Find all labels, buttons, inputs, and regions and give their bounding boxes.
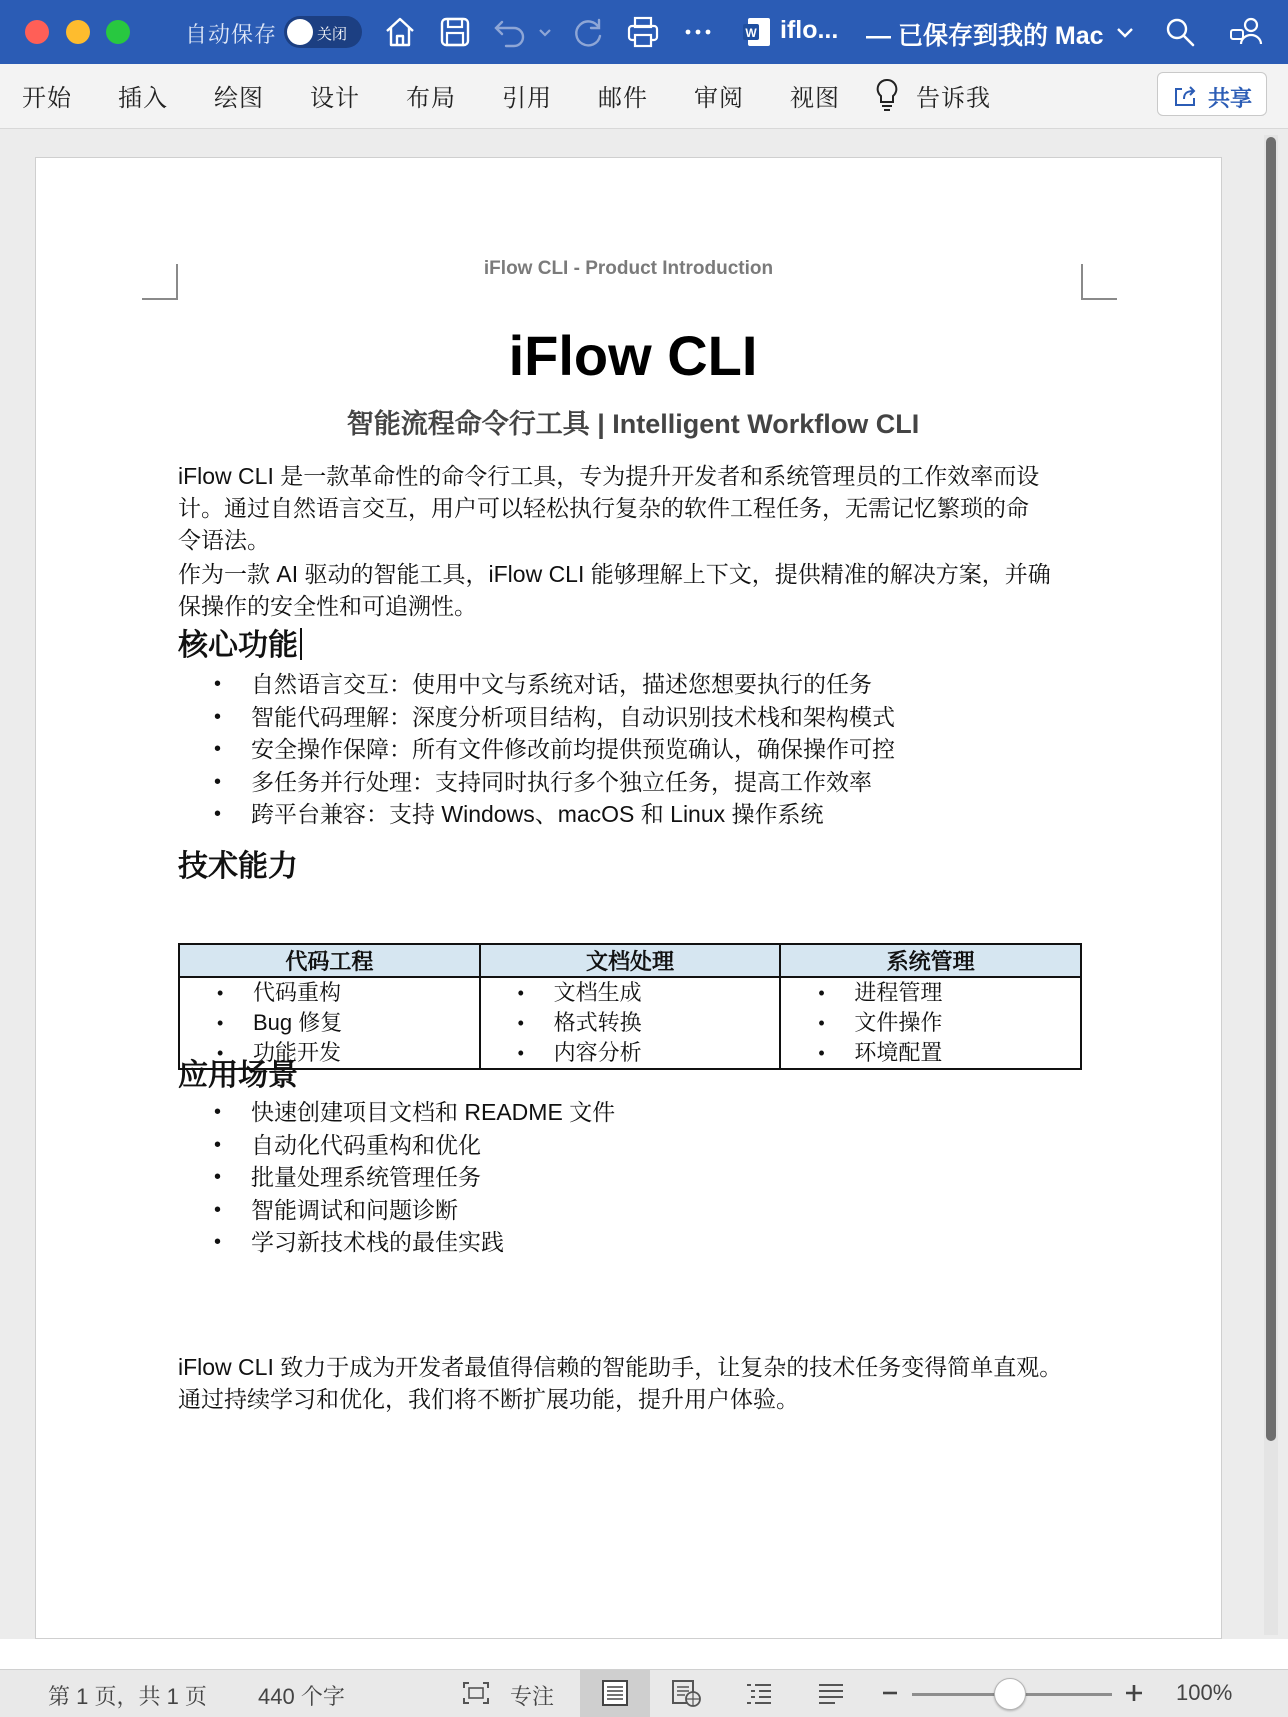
heading-text: 核心功能	[178, 629, 298, 662]
list-item[interactable]: • 自动化代码重构和优化	[178, 1129, 1088, 1162]
running-header[interactable]: iFlow CLI - Product Introduction	[483, 258, 774, 279]
web-layout-icon[interactable]	[670, 1678, 702, 1708]
close-window-button[interactable]	[25, 20, 49, 44]
list-item[interactable]: • 文件操作	[781, 1008, 1080, 1038]
word-document-icon	[742, 16, 772, 48]
status-bar	[0, 1669, 1288, 1717]
draft-view-icon[interactable]	[815, 1678, 847, 1708]
cell-list	[481, 978, 780, 1068]
tab-home[interactable]: 开始	[22, 85, 72, 112]
list-item[interactable]: • 环境配置	[781, 1038, 1080, 1068]
list-item[interactable]: • 安全操作保障：所有文件修改前均提供预览确认，确保操作可控	[178, 733, 1088, 766]
cell-list	[781, 978, 1080, 1068]
text-line: 保操作的安全性和可追溯性。	[178, 593, 477, 619]
tab-view[interactable]: 视图	[790, 85, 840, 112]
document-subtitle[interactable]: 智能流程命令行工具 | Intelligent Workflow CLI	[346, 409, 920, 439]
tab-mailings[interactable]: 邮件	[598, 85, 648, 112]
focus-icon[interactable]	[460, 1678, 492, 1708]
table-cell[interactable]	[780, 977, 1081, 1069]
table-header[interactable]: 系统管理	[780, 944, 1081, 977]
text-line: iFlow CLI 致力于成为开发者最值得信赖的智能助手，让复杂的技术任务变得简单直观。	[178, 1354, 1063, 1380]
usage-scenarios-list	[178, 1096, 1088, 1259]
save-icon[interactable]	[437, 14, 473, 50]
search-icon[interactable]	[1162, 14, 1198, 50]
undo-icon[interactable]	[492, 14, 528, 50]
save-status[interactable]: — 已保存到我的 Mac	[866, 22, 1104, 50]
list-item[interactable]: • 多任务并行处理：支持同时执行多个独立任务，提高工作效率	[178, 766, 1088, 799]
home-icon[interactable]	[382, 14, 418, 50]
autosave-state: 关闭	[317, 26, 348, 43]
zoom-slider-thumb[interactable]	[994, 1678, 1026, 1710]
list-item[interactable]: • Bug 修复	[180, 1008, 479, 1038]
tab-draw[interactable]: 绘图	[214, 85, 264, 112]
share-icon	[1172, 83, 1198, 107]
text-line: 计。通过自然语言交互，用户可以轻松执行复杂的软件工程任务，无需记忆繁琐的命	[178, 495, 1029, 521]
tab-review[interactable]: 审阅	[694, 85, 744, 112]
text-cursor	[300, 628, 302, 660]
outline-view-icon[interactable]	[743, 1678, 775, 1708]
page-count[interactable]: 第 1 页，共 1 页	[48, 1684, 207, 1709]
document-title[interactable]: iflo...	[780, 16, 839, 44]
title-bar	[0, 0, 1288, 64]
list-item[interactable]: • 内容分析	[481, 1038, 780, 1068]
scrollbar-thumb[interactable]	[1266, 137, 1276, 1441]
zoom-window-button[interactable]	[106, 20, 130, 44]
intro-paragraph-1[interactable]	[178, 460, 1088, 556]
tell-me-search[interactable]: 告诉我	[916, 85, 991, 112]
document-canvas	[0, 129, 1288, 1639]
section-heading-usage[interactable]: 应用场景	[178, 1059, 298, 1092]
lightbulb-icon[interactable]	[873, 76, 901, 114]
list-item[interactable]: • 学习新技术栈的最佳实践	[178, 1226, 1088, 1259]
tab-design[interactable]: 设计	[310, 85, 360, 112]
intro-paragraph-2[interactable]	[178, 558, 1088, 622]
list-item[interactable]: • 自然语言交互：使用中文与系统对话，描述您想要执行的任务	[178, 668, 1088, 701]
table-header-row	[179, 944, 1081, 977]
table-cell[interactable]	[480, 977, 781, 1069]
tab-insert[interactable]: 插入	[118, 85, 168, 112]
document-page[interactable]	[35, 157, 1222, 1639]
zoom-in-icon[interactable]	[1118, 1678, 1150, 1708]
more-icon[interactable]	[680, 14, 716, 50]
print-layout-icon	[599, 1678, 631, 1708]
core-features-list	[178, 668, 1088, 831]
minimize-window-button[interactable]	[66, 20, 90, 44]
table-row	[179, 977, 1081, 1069]
autosave-toggle[interactable]	[284, 16, 362, 48]
text-line: 令语法。	[178, 527, 270, 553]
zoom-level[interactable]: 100%	[1176, 1680, 1233, 1705]
text-line: 通过持续学习和优化，我们将不断扩展功能，提升用户体验。	[178, 1386, 799, 1412]
closing-paragraph[interactable]	[178, 1351, 1118, 1415]
share-people-icon[interactable]	[1228, 14, 1264, 50]
chevron-down-icon[interactable]	[1113, 18, 1137, 46]
autosave-label: 自动保存	[185, 22, 278, 47]
section-heading-core[interactable]	[178, 620, 302, 664]
list-item[interactable]: • 跨平台兼容：支持 Windows、macOS 和 Linux 操作系统	[178, 798, 1088, 831]
word-count[interactable]: 440 个字	[258, 1684, 345, 1709]
list-item[interactable]: • 智能代码理解：深度分析项目结构，自动识别技术栈和架构模式	[178, 701, 1088, 734]
list-item[interactable]: • 批量处理系统管理任务	[178, 1161, 1088, 1194]
zoom-out-icon[interactable]	[874, 1678, 906, 1708]
text-line: 作为一款 AI 驱动的智能工具，iFlow CLI 能够理解上下文，提供精准的解决方案，并确	[178, 561, 1051, 587]
list-item[interactable]: • 进程管理	[781, 978, 1080, 1008]
undo-dropdown-icon[interactable]	[535, 14, 555, 50]
document-heading[interactable]: iFlow CLI	[508, 324, 758, 387]
tab-references[interactable]: 引用	[502, 85, 552, 112]
redo-icon[interactable]	[570, 14, 606, 50]
print-icon[interactable]	[625, 14, 661, 50]
list-item[interactable]: • 快速创建项目文档和 README 文件	[178, 1096, 1088, 1129]
text-line: iFlow CLI 是一款革命性的命令行工具，专为提升开发者和系统管理员的工作效率而设	[178, 463, 1040, 489]
section-heading-tech[interactable]: 技术能力	[178, 850, 298, 883]
list-item[interactable]: • 文档生成	[481, 978, 780, 1008]
toggle-knob	[287, 19, 313, 45]
list-item[interactable]: • 功能开发	[180, 1038, 479, 1068]
table-header[interactable]: 文档处理	[480, 944, 781, 977]
list-item[interactable]: • 格式转换	[481, 1008, 780, 1038]
list-item[interactable]: • 智能调试和问题诊断	[178, 1194, 1088, 1227]
list-item[interactable]: • 代码重构	[180, 978, 479, 1008]
tab-layout[interactable]: 布局	[406, 85, 456, 112]
focus-label[interactable]: 专注	[510, 1684, 555, 1709]
share-button[interactable]	[1157, 72, 1267, 116]
svg-text:W: W	[745, 26, 757, 40]
tech-capability-table[interactable]	[178, 943, 1082, 1070]
share-label: 共享	[1208, 86, 1253, 111]
table-header[interactable]: 代码工程	[179, 944, 480, 977]
ribbon-tabs	[0, 64, 1288, 129]
